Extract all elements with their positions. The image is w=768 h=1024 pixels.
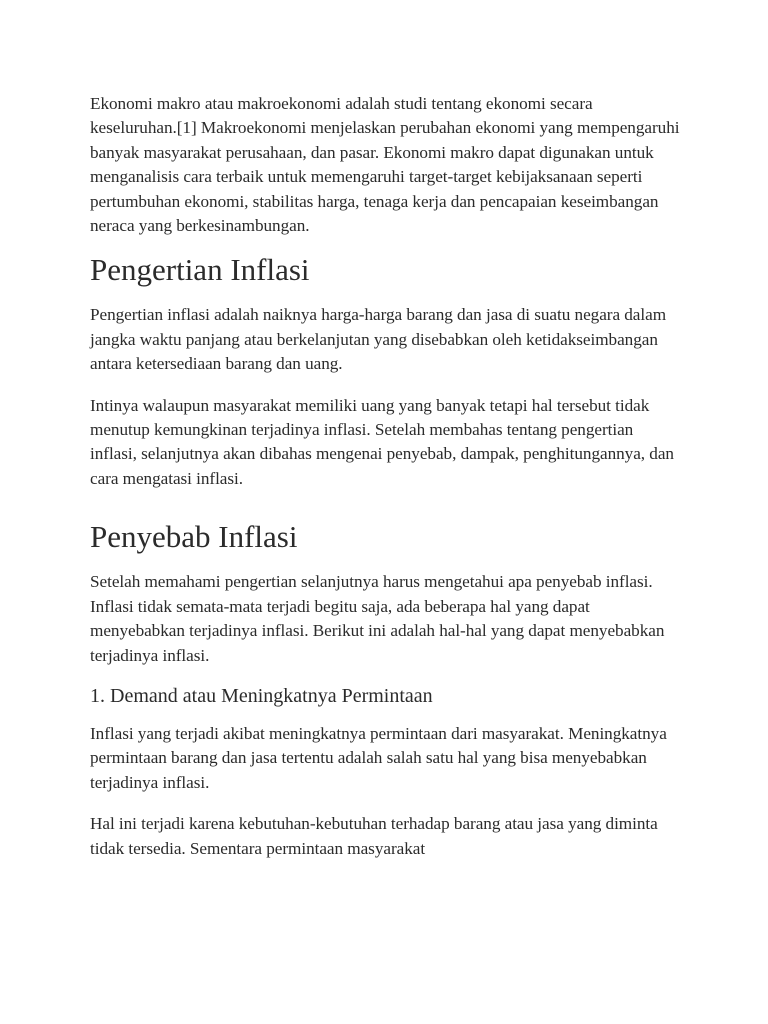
demand-paragraph-1: Inflasi yang terjadi akibat meningkatnya permintaan dari masyarakat. Meningkatnya permintaan barang dan jasa tertentu adalah salah satu hal yang bisa menyebabkan terjadinya inflasi.	[90, 723, 667, 792]
intro-paragraph: Ekonomi makro atau makroekonomi adalah studi tentang ekonomi secara keseluruhan.[1] Makroekonomi menjelaskan perubahan ekonomi yang mempengaruhi banyak masyarakat perusahaan, dan pasar. Ekonomi makro dapat digunakan untuk menganalisis cara terbaik untuk memengaruhi target-target kebijaksanaan seperti pertumbuhan ekonomi, stabilitas harga, tenaga kerja dan pencapaian keseimbangan neraca yang berkesinambungan.	[90, 94, 680, 236]
heading-pengertian-inflasi: Pengertian Inflasi	[90, 252, 310, 288]
heading-demand: 1. Demand atau Meningkatnya Permintaan	[90, 684, 433, 707]
penyebab-paragraph: Setelah memahami pengertian selanjutnya harus mengetahui apa penyebab inflasi. Inflasi tidak semata-mata terjadi begitu saja, ada beberapa hal yang dapat menyebabkan terjadinya inflasi. Berikut ini adalah hal-hal yang dapat menyebabkan terjadinya inflasi.	[90, 572, 665, 665]
demand-paragraph-2: Hal ini terjadi karena kebutuhan-kebutuhan terhadap barang atau jasa yang diminta tidak tersedia. Sementara permintaan masyarakat	[90, 814, 658, 858]
document-page	[90, 92, 682, 861]
pengertian-paragraph-1: Pengertian inflasi adalah naiknya harga-harga barang dan jasa di suatu negara dalam jangka waktu panjang atau berkelanjutan yang disebabkan oleh ketidakseimbangan antara ketersediaan barang dan uang.	[90, 305, 667, 374]
pengertian-paragraph-2: Intinya walaupun masyarakat memiliki uang yang banyak tetapi hal tersebut tidak menutup kemungkinan terjadinya inflasi. Setelah membahas tentang pengertian inflasi, selanjutnya akan dibahas mengenai penyebab, dampak, penghitungannya, dan cara mengatasi inflasi.	[90, 395, 674, 488]
heading-penyebab-inflasi: Penyebab Inflasi	[90, 519, 298, 555]
